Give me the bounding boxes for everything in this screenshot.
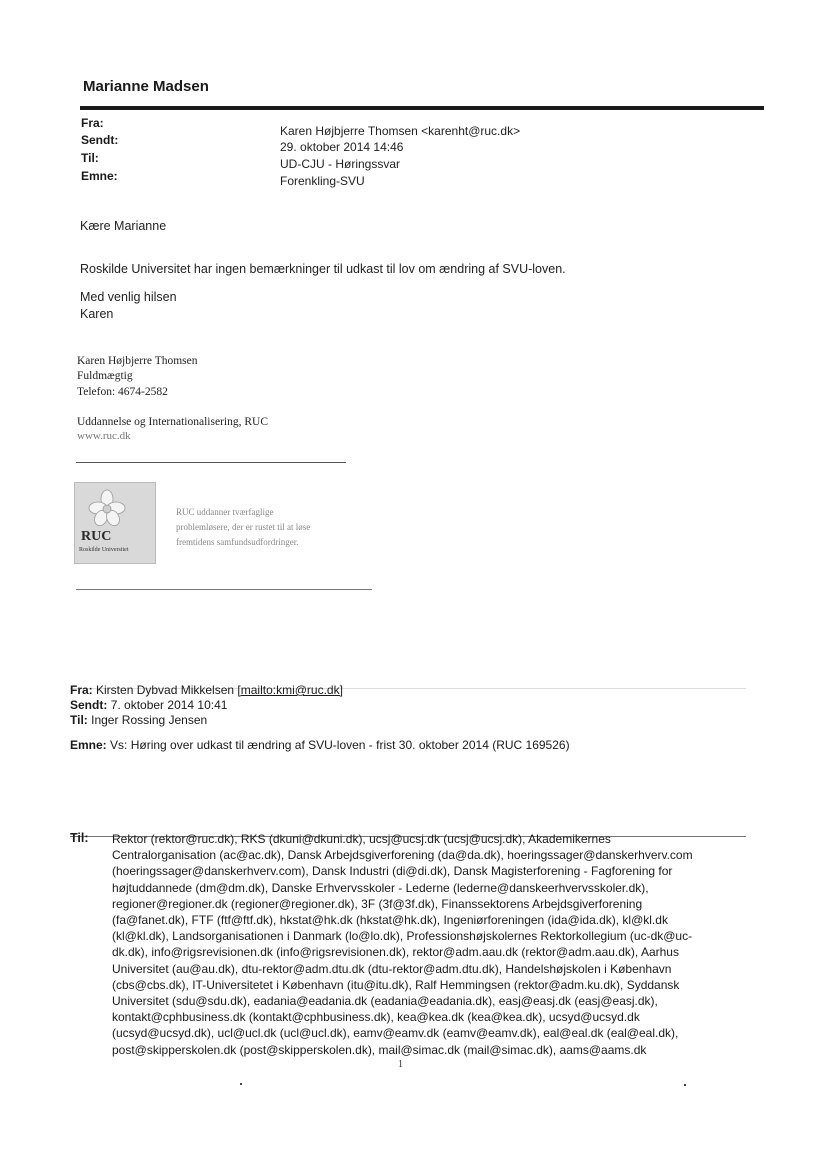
recipients-label: Til: <box>70 831 89 845</box>
forward-sent <box>70 698 227 712</box>
signature-url[interactable]: www.ruc.dk <box>77 430 131 442</box>
recipient-line: højtuddannede (dm@dm.dk), Danske Erhvervsskoler - Lederne (lederne@danskeerhvervsskoler.dk), <box>112 880 649 895</box>
from-label: Fra: <box>81 116 104 130</box>
forward-from-label: Fra: <box>70 683 93 697</box>
forward-mailto-link[interactable]: [mailto:kmi@ruc.dk] <box>237 683 343 697</box>
sent-value: 29. oktober 2014 14:46 <box>280 140 404 154</box>
recipient-line: Universitet (au@au.dk), dtu-rektor@adm.dtu.dk (dtu-rektor@adm.dtu.dk), Handelshøjskolen i København <box>112 961 672 976</box>
greeting: Kære Marianne <box>80 219 167 233</box>
signature-name: Karen Højbjerre Thomsen <box>77 355 198 367</box>
message-text: Roskilde Universitet har ingen bemærkninger til udkast til lov om ændring af SVU-loven. <box>80 262 566 276</box>
forward-from <box>70 683 343 697</box>
subject-value: Forenkling-SVU <box>280 174 365 188</box>
recipient-line: (hoeringssager@danskerhverv.com), Dansk Industri (di@di.dk), Dansk Magisterforening - Fagforening for <box>112 864 673 879</box>
recipient-line: (ucsyd@ucsyd.dk), ucl@ucl.dk (ucl@ucl.dk), eamv@eamv.dk (eamv@eamv.dk), eal@eal.dk (eal@eal.dk), <box>112 1026 679 1041</box>
ruc-logo <box>74 482 156 564</box>
forward-sent-value: 7. oktober 2014 10:41 <box>110 698 228 712</box>
recipient-line: (cbs@cbs.dk), IT-Universitetet i København (itu@itu.dk), Ralf Hemmingsen (rektor@adm.ku.dk), Syddansk <box>112 977 680 992</box>
header-rule <box>80 106 764 110</box>
recipient-line: (fa@fanet.dk), FTF (ftf@ftf.dk), hkstat@hk.dk (hkstat@hk.dk), Ingeniørforeningen (ida@ida.dk), kl@kl.dk <box>112 913 668 928</box>
forward-subject-value: Vs: Høring over udkast til ændring af SVU-loven - frist 30. oktober 2014 (RUC 169526) <box>110 738 570 752</box>
signature-rule-top <box>76 462 346 463</box>
sender-name: Marianne Madsen <box>83 78 209 95</box>
closing-name: Karen <box>80 307 114 321</box>
scan-speck <box>240 1083 242 1085</box>
recipients-list <box>112 831 746 1058</box>
signature-title: Fuldmægtig <box>77 370 133 382</box>
recipient-line: Universitet (sdu@sdu.dk), eadania@eadania.dk (eadania@eadania.dk), easj@easj.dk (easj@easj.dk), <box>112 994 658 1009</box>
recipient-line: (kl@kl.dk), Landsorganisationen i Danmark (lo@lo.dk), Professionshøjskolernes Rektorkollegium (uc-dk@uc- <box>112 929 693 944</box>
signature-phone: Telefon: 4674-2582 <box>77 386 168 398</box>
page-number: 1 <box>398 1059 403 1070</box>
subject-label: Emne: <box>81 169 118 183</box>
recipient-line: dk.dk), info@rigsrevisionen.dk (info@rigsrevisionen.dk), rektor@adm.aau.dk (rektor@adm.aau.dk), Aarhus <box>112 945 679 960</box>
forward-sent-label: Sendt: <box>70 698 108 712</box>
recipient-line: regioner@regioner.dk (regioner@regioner.dk), 3F (3f@3f.dk), Finanssektorens Arbejdsgiverforening <box>112 896 643 911</box>
forward-to-label: Til: <box>70 713 88 727</box>
recipient-line: Centralorganisation (ac@ac.dk), Dansk Arbejdsgiverforening (da@da.dk), hoeringssager@danskerhverv.com <box>112 848 693 863</box>
recipient-line: kontakt@cphbusiness.dk (kontakt@cphbusiness.dk), kea@kea.dk (kea@kea.dk), ucsyd@ucsyd.dk <box>112 1010 640 1025</box>
signature-department: Uddannelse og Internationalisering, RUC <box>77 416 268 428</box>
forward-to <box>70 713 207 727</box>
signature-rule-bottom <box>76 589 372 590</box>
forward-subject <box>70 738 570 752</box>
forward-to-value: Inger Rossing Jensen <box>91 713 208 727</box>
forward-subject-label: Emne: <box>70 738 107 752</box>
sent-label: Sendt: <box>81 133 119 147</box>
recipient-line: post@skipperskolen.dk (post@skipperskolen.dk), mail@simac.dk (mail@simac.dk), aams@aams.dk <box>112 1042 647 1057</box>
recipient-line: Rektor (rektor@ruc.dk), RKS (dkuni@dkuni.dk), ucsj@ucsj.dk (ucsj@ucsj.dk), Akademikernes <box>112 832 611 846</box>
scan-speck <box>684 1084 686 1086</box>
logo-text: RUC <box>81 529 112 544</box>
to-label: Til: <box>81 151 99 165</box>
logo-subtext: Roskilde Universitet <box>79 547 129 553</box>
closing-line: Med venlig hilsen <box>80 290 177 304</box>
forward-from-value: Kirsten Dybvad Mikkelsen <box>96 683 238 697</box>
tagline-line-2: problemløsere, der er rustet til at løse <box>176 522 311 532</box>
to-value: UD-CJU - Høringssvar <box>280 157 400 171</box>
flower-logo-icon <box>87 489 127 529</box>
tagline-line-1: RUC uddanner tværfaglige <box>176 507 274 517</box>
from-value: Karen Højbjerre Thomsen <karenht@ruc.dk> <box>280 124 521 138</box>
tagline-line-3: fremtidens samfundsudfordringer. <box>176 537 299 547</box>
